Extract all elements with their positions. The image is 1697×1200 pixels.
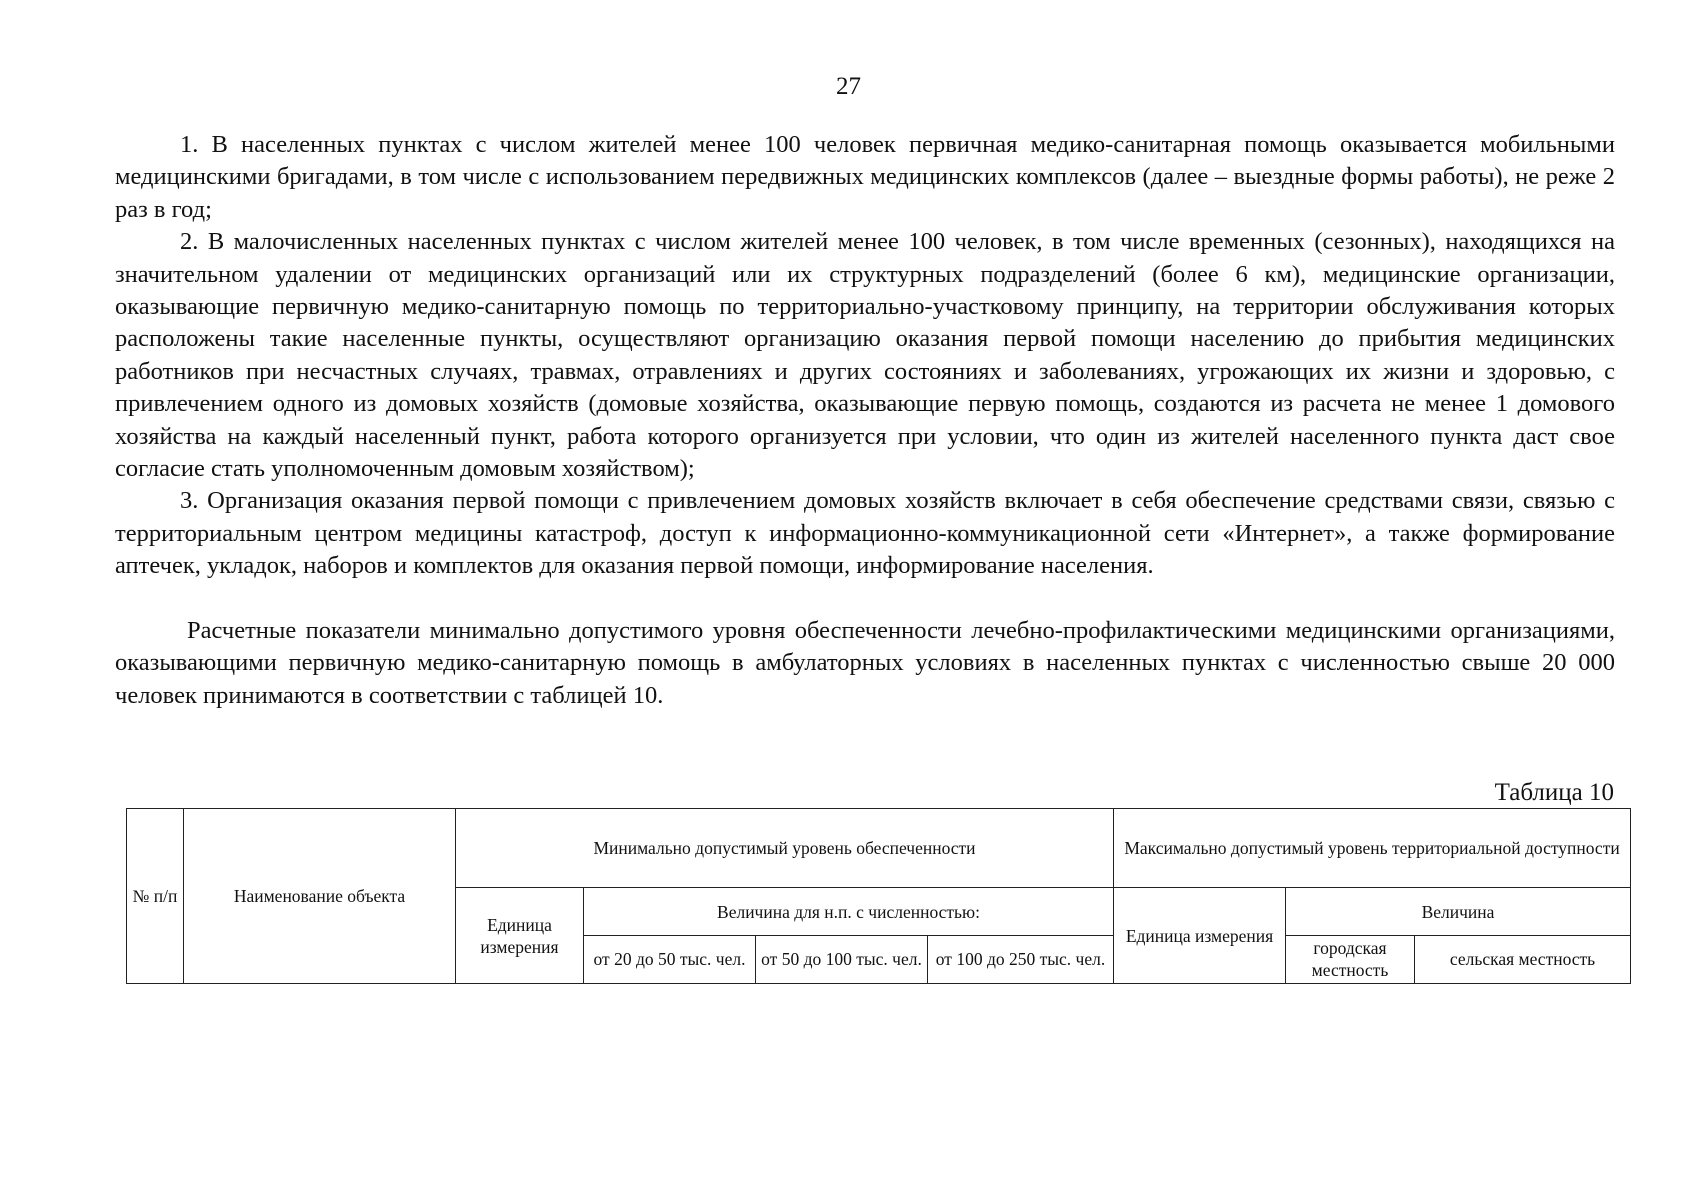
pop-100-250-header: от 100 до 250 тыс. чел. [928, 935, 1114, 983]
standards-table [126, 808, 1631, 984]
rural-header: сельская местность [1415, 935, 1631, 983]
pop-20-50-header: от 20 до 50 тыс. чел. [584, 935, 756, 983]
max-access-header: Максимально допустимый уровень территориальной доступности [1114, 809, 1631, 888]
table-caption: Таблица 10 [1494, 779, 1614, 806]
unit-left-header: Единица измерения [456, 888, 584, 984]
col-number-header: № п/п [127, 809, 184, 984]
paragraph-2: 2. В малочисленных населенных пунктах с числом жителей менее 100 человек, в том числе временных (сезонных), находящихся на значительном удалении от медицинских организаций или их структурных подразделений (более 6 км), медицинские организации, оказывающие первичную медико-санитарную помощь по территориально-участковому принципу, на территории обслуживания которых расположены такие населенные пункты, осуществляют организацию оказания первой помощи населению до прибытия медицинских работников при несчастных случаях, травмах, отравлениях и других состояниях и заболеваниях, угрожающих их жизни и здоровью, с привлечением одного из домовых хозяйств (домовые хозяйства, оказывающие первую помощь, создаются из расчета не менее 1 домового хозяйства на каждый населенный пункт, работа которого организуется при условии, что один из жителей населенного пункта даст свое согласие стать уполномоченным домовым хозяйством); [115, 228, 1615, 483]
pop-50-100-header: от 50 до 100 тыс. чел. [756, 935, 928, 983]
unit-right-header: Единица измерения [1114, 888, 1286, 984]
min-level-header: Минимально допустимый уровень обеспеченности [456, 809, 1114, 888]
urban-header: городская местность [1286, 935, 1415, 983]
col-name-header: Наименование объекта [184, 809, 456, 984]
table-header-row-1 [127, 809, 1631, 888]
table-intro-paragraph: Расчетные показатели минимально допустимого уровня обеспеченности лечебно-профилактическими медицинскими организациями, оказывающими первичную медико-санитарную помощь в амбулаторных условиях в населенных пунктах с численностью свыше 20 000 человек принимаются в соответствии с таблицей 10. [115, 617, 1615, 709]
paragraph-1: 1. В населенных пунктах с числом жителей менее 100 человек первичная медико-санитарная помощь оказывается мобильными медицинскими бригадами, в том числе с использованием передвижных медицинских комплексов (далее – выездные формы работы), не реже 2 раз в год; [115, 131, 1615, 223]
page-number: 27 [836, 73, 861, 100]
value-header: Величина [1286, 888, 1631, 935]
body-text [115, 129, 1615, 712]
value-by-population-header: Величина для н.п. с численностью: [584, 888, 1114, 935]
paragraph-3: 3. Организация оказания первой помощи с привлечением домовых хозяйств включает в себя обеспечение средствами связи, связью с территориальным центром медицины катастроф, доступ к информационно-коммуникационной сети «Интернет», а также формирование аптечек, укладок, наборов и комплектов для оказания первой помощи, информирование населения. [115, 487, 1615, 580]
